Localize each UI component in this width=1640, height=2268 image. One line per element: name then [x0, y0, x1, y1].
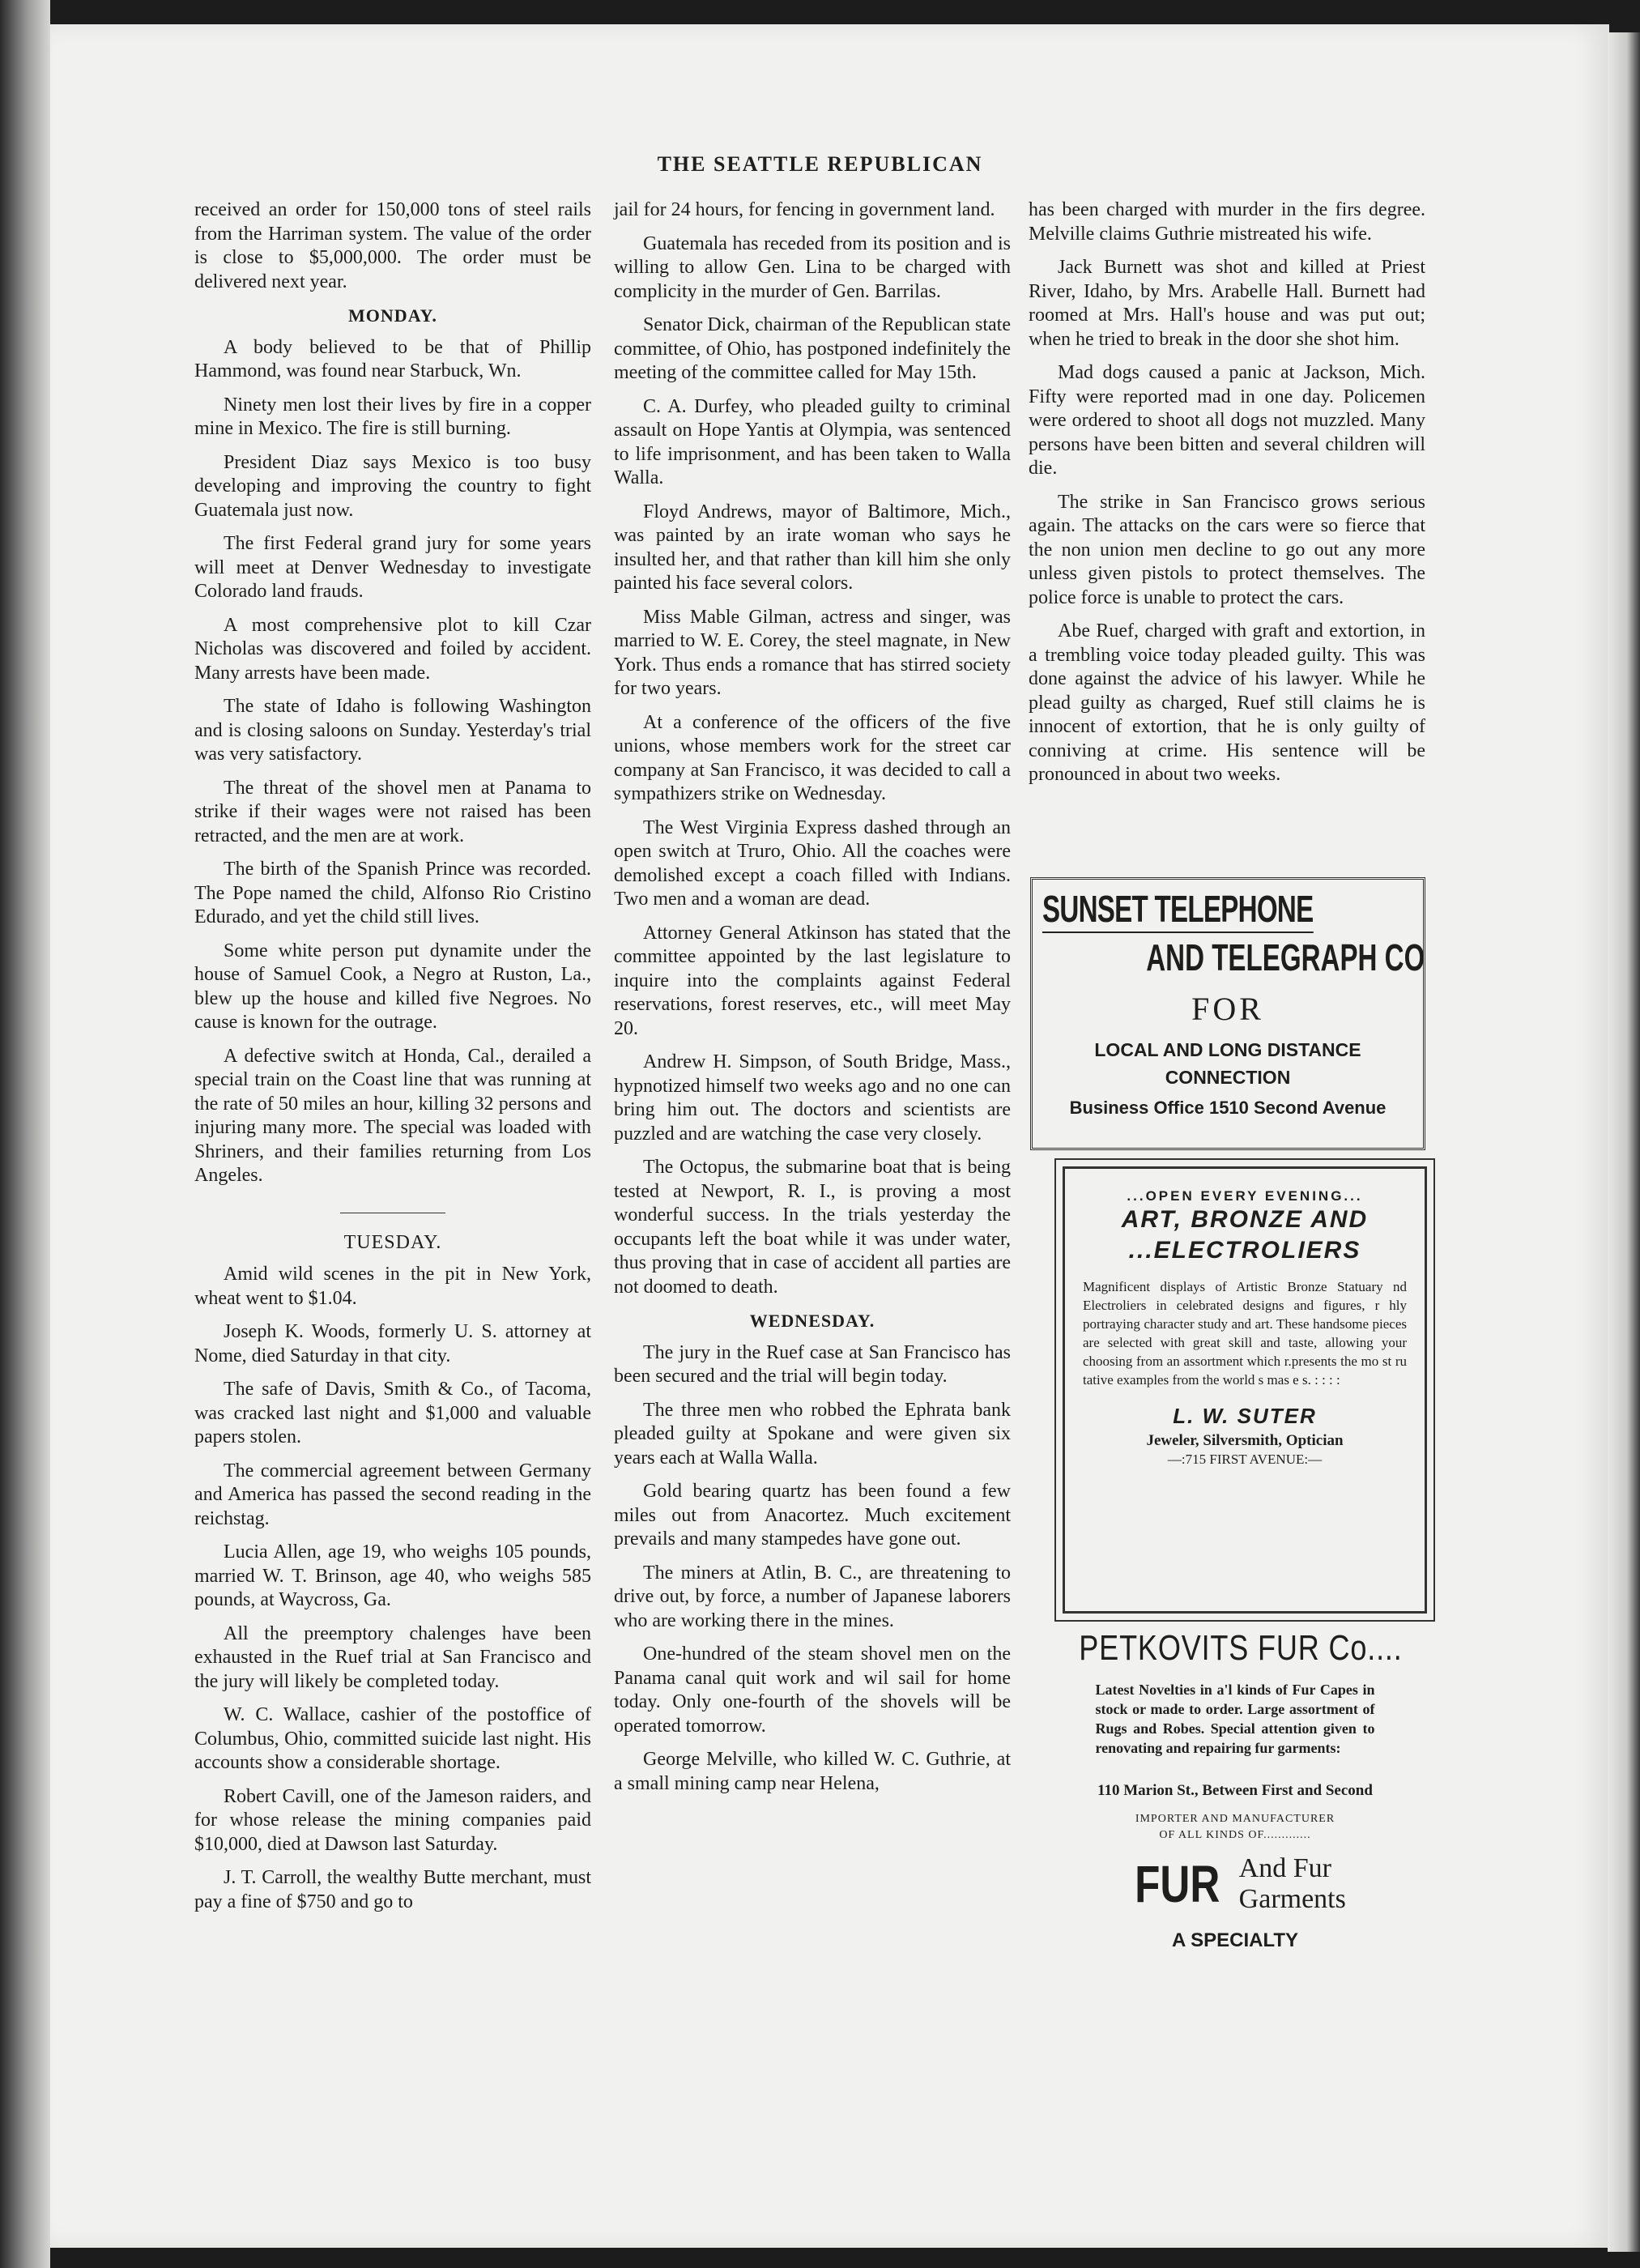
article-paragraph: All the preemptory chalenges have been exhausted in the Ruef trial at San Francisco and the jury will likely be completed today.: [194, 1622, 591, 1692]
ad-electroliers: ...ELECTROLIERS: [1128, 1237, 1361, 1264]
ad-text: Latest Novelties in a'l kinds of Fur Capes in stock or made to order. Large assortment of Rugs and Robes. Special attention given to renovating and repairing fur garments:: [1095, 1682, 1375, 1756]
right-page-edge: [1608, 32, 1640, 2252]
article-paragraph: Guatemala has receded from its position and is willing to allow Gen. Lina to be charged with complicity in the murder of Gen. Barrilas.: [614, 232, 1011, 302]
article-paragraph: One-hundred of the steam shovel men on the Panama canal quit work and wil sail for home today. Only one-fourth of the shovels will be operated tomorrow.: [614, 1643, 1011, 1737]
article-paragraph: A defective switch at Honda, Cal., derailed a special train on the Coast line that was running at the rate of 50 miles an hour, killing 32 persons and injuring many more. The special was loaded with Shriners, and their families returning from Los Angeles.: [194, 1045, 591, 1186]
article-paragraph: The threat of the shovel men at Panama to strike if their wages were not raised has been retracted, and the men are at work.: [194, 777, 591, 846]
column-3: [1029, 198, 1425, 797]
left-binding-edge: [0, 0, 50, 2268]
article-paragraph: President Diaz says Mexico is too busy developing and improving the country to fight Guatemala just now.: [194, 451, 591, 521]
day-heading-wednesday: WEDNESDAY.: [749, 1311, 875, 1331]
article-paragraph: Senator Dick, chairman of the Republican state committee, of Ohio, has postponed indefinitely the meeting of the committee called for May 15th.: [614, 314, 1011, 383]
ad-garments: Garments: [1238, 1884, 1346, 1914]
article-paragraph: Mad dogs caused a panic at Jackson, Mich. Fifty were reported mad in one day. Policemen were ordered to shoot all dogs not muzzled. Many persons have been bitten and several children will die.: [1029, 362, 1425, 479]
article-paragraph: C. A. Durfey, who pleaded guilty to criminal assault on Hope Yantis at Olympia, was sentenced to life imprisonment, and has been taken to Walla Walla.: [614, 395, 1011, 488]
ad-service-line: LOCAL AND LONG DISTANCE: [1094, 1039, 1361, 1060]
ad-description: Magnificent displays of Artistic Bronze Statuary nd Electroliers in celebrated designs and figures, r hly portraying character study and art. These handsome pieces are selected with great skill and taste, allowing your choosing from an assortment which r.presents the mo st ru tative examples from the world s mas e s. : : : :: [1083, 1279, 1407, 1388]
article-paragraph: Andrew H. Simpson, of South Bridge, Mass., hypnotized himself two weeks ago and no one can bring him out. The doctors and scientists are puzzled and are watching the case very closely.: [614, 1051, 1011, 1145]
ad-location: 110 Marion St., Between First and Second: [1097, 1782, 1373, 1799]
article-paragraph: A body believed to be that of Phillip Hammond, was found near Starbuck, Wn.: [194, 336, 591, 382]
article-paragraph: Floyd Andrews, mayor of Baltimore, Mich., was painted by an irate woman who says he insulted her, and that rather than kill him she only painted his face several colors.: [614, 501, 1011, 594]
article-paragraph: Amid wild scenes in the pit in New York, wheat went to $1.04.: [194, 1264, 591, 1309]
suter-art-bronze-ad: [1063, 1166, 1427, 1614]
day-heading-tuesday: TUESDAY.: [343, 1231, 442, 1253]
article-paragraph: A most comprehensive plot to kill Czar Nicholas was discovered and foiled by accident. Many arrests have been made.: [194, 614, 591, 684]
ad-title-line2: AND TELEGRAPH CO: [1146, 936, 1425, 978]
article-paragraph: The miners at Atlin, B. C., are threatening to drive out, by force, a number of Japanese laborers who are working there in the mines.: [614, 1562, 1011, 1631]
ad-open-evening: ...OPEN EVERY EVENING...: [1127, 1188, 1363, 1204]
ad-art-bronze: ART, BRONZE AND: [1121, 1206, 1369, 1233]
article-paragraph: The Octopus, the submarine boat that is being tested at Newport, R. I., is proving a most wonderful success. In the trials yesterday the occupants left the boat while it was under water, thus proving that in case of accident all parties are not doomed to death.: [614, 1157, 1011, 1298]
article-paragraph: J. T. Carroll, the wealthy Butte merchant, must pay a fine of $750 and go to: [194, 1867, 591, 1912]
article-paragraph: W. C. Wallace, cashier of the postoffice of Columbus, Ohio, committed suicide last night. His accounts show a considerable shortage.: [194, 1704, 591, 1773]
article-paragraph: jail for 24 hours, for fencing in government land.: [614, 199, 995, 220]
sunset-telephone-ad: [1030, 877, 1425, 1150]
column-2: [614, 198, 1011, 1805]
article-paragraph: has been charged with murder in the firs degree. Melville claims Guthrie mistreated his wife.: [1029, 199, 1425, 245]
ad-merchant-name: L. W. SUTER: [1173, 1404, 1317, 1428]
ad-specialty: A SPECIALTY: [1171, 1929, 1298, 1951]
article-paragraph: The commercial agreement between Germany and America has passed the second reading in the reichstag.: [194, 1460, 591, 1529]
ad-and-fur: And Fur: [1238, 1853, 1331, 1883]
ad-merchant-trade: Jeweler, Silversmith, Optician: [1146, 1432, 1344, 1449]
article-paragraph: The West Virginia Express dashed through an open switch at Truro, Ohio. All the coaches were demolished except a coach filled with Indians. Two men and a woman are dead.: [614, 816, 1011, 910]
ad-importer-line: OF ALL KINDS OF.............: [1159, 1829, 1311, 1841]
article-paragraph: Some white person put dynamite under the house of Samuel Cook, a Negro at Ruston, La., blew up the house and killed five Negroes. No cause is known for the outrage.: [194, 940, 591, 1033]
article-paragraph: The birth of the Spanish Prince was recorded. The Pope named the child, Alfonso Rio Cristino Edurado, and yet the child still lives.: [194, 859, 591, 927]
ad-fur-heading: [1045, 1853, 1425, 1915]
ad-for: FOR: [1191, 991, 1264, 1027]
article-paragraph: received an order for 150,000 tons of steel rails from the Harriman system. The value of the order is close to $5,000,000. The order must be delivered next year.: [194, 199, 591, 292]
article-paragraph: The safe of Davis, Smith & Co., of Tacoma, was cracked last night and $1,000 and valuable papers stolen.: [194, 1379, 591, 1447]
article-paragraph: Miss Mable Gilman, actress and singer, was married to W. E. Corey, the steel magnate, in New York. Thus ends a romance that has stirred society for two years.: [614, 606, 1011, 699]
ad-fur-word: FUR: [1135, 1855, 1220, 1913]
ad-merchant-address: —:715 FIRST AVENUE:—: [1167, 1452, 1323, 1467]
article-paragraph: Joseph K. Woods, formerly U. S. attorney at Nome, died Saturday in that city.: [194, 1321, 591, 1366]
article-paragraph: At a conference of the officers of the five unions, whose members work for the street car company at San Francisco, it was decided to call a sympathizers strike on Wednesday.: [614, 711, 1011, 804]
ad-importer-line: IMPORTER AND MANUFACTURER: [1135, 1813, 1335, 1825]
masthead: THE SEATTLE REPUBLICAN: [657, 152, 983, 176]
article-paragraph: The jury in the Ruef case at San Francisco has been secured and the trial will begin today.: [614, 1341, 1011, 1387]
column-1: [194, 198, 591, 1924]
ad-title-line1: SUNSET TELEPHONE: [1042, 886, 1313, 933]
day-heading-monday: MONDAY.: [348, 305, 437, 326]
article-paragraph: Lucia Allen, age 19, who weighs 105 pounds, married W. T. Brinson, age 40, who weighs 585 pounds, at Waycross, Ga.: [194, 1541, 591, 1610]
ad-fur-garments: [1239, 1853, 1346, 1915]
ad-office-address: Business Office 1510 Second Avenue: [1069, 1098, 1387, 1118]
article-paragraph: The state of Idaho is following Washington and is closing saloons on Sunday. Yesterday's trial was very satisfactory.: [194, 696, 591, 765]
article-paragraph: Robert Cavill, one of the Jameson raiders, and for whose release the mining companies paid $10,000, died at Dawson last Saturday.: [194, 1785, 591, 1855]
article-paragraph: The three men who robbed the Ephrata bank pleaded guilty at Spokane and were given six years each at Walla Walla.: [614, 1399, 1011, 1469]
article-paragraph: Ninety men lost their lives by fire in a copper mine in Mexico. The fire is still burning.: [194, 394, 591, 439]
article-paragraph: Abe Ruef, charged with graft and extortion, in a trembling voice today pleaded guilty. This was done against the advice of his lawyer. While he plead guilty as charged, Ruef still claims he is innocent of extortion, that he is only guilty of conniving at crime. His sentence will be pronounced in about two weeks.: [1029, 620, 1425, 785]
petkovits-fur-ad: [1045, 1628, 1425, 1952]
article-paragraph: The first Federal grand jury for some years will meet at Denver Wednesday to investigate Colorado land frauds.: [194, 533, 591, 602]
ad-service-line: CONNECTION: [1165, 1067, 1291, 1088]
article-paragraph: The strike in San Francisco grows serious again. The attacks on the cars were so fierce that the non union men decline to go out any more unless given pistols to protect themselves. The police force is unable to protect the cars.: [1029, 491, 1425, 608]
article-paragraph: Jack Burnett was shot and killed at Priest River, Idaho, by Mrs. Arabelle Hall. Burnett had roomed at Mrs. Hall's house and was put out; when he tried to break in the door she shot him.: [1029, 257, 1425, 350]
article-paragraph: Attorney General Atkinson has stated that the committee appointed by the last legislature to inquire into the complaints against Federal reservations, forest reserves, etc., will meet May 20.: [614, 922, 1011, 1039]
article-paragraph: George Melville, who killed W. C. Guthrie, at a small mining camp near Helena,: [614, 1749, 1011, 1794]
article-paragraph: Gold bearing quartz has been found a few miles out from Anacortez. Much excitement prevails and many stampedes have gone out.: [614, 1481, 1011, 1550]
ad-company-name: PETKOVITS FUR Co....: [1079, 1628, 1403, 1668]
